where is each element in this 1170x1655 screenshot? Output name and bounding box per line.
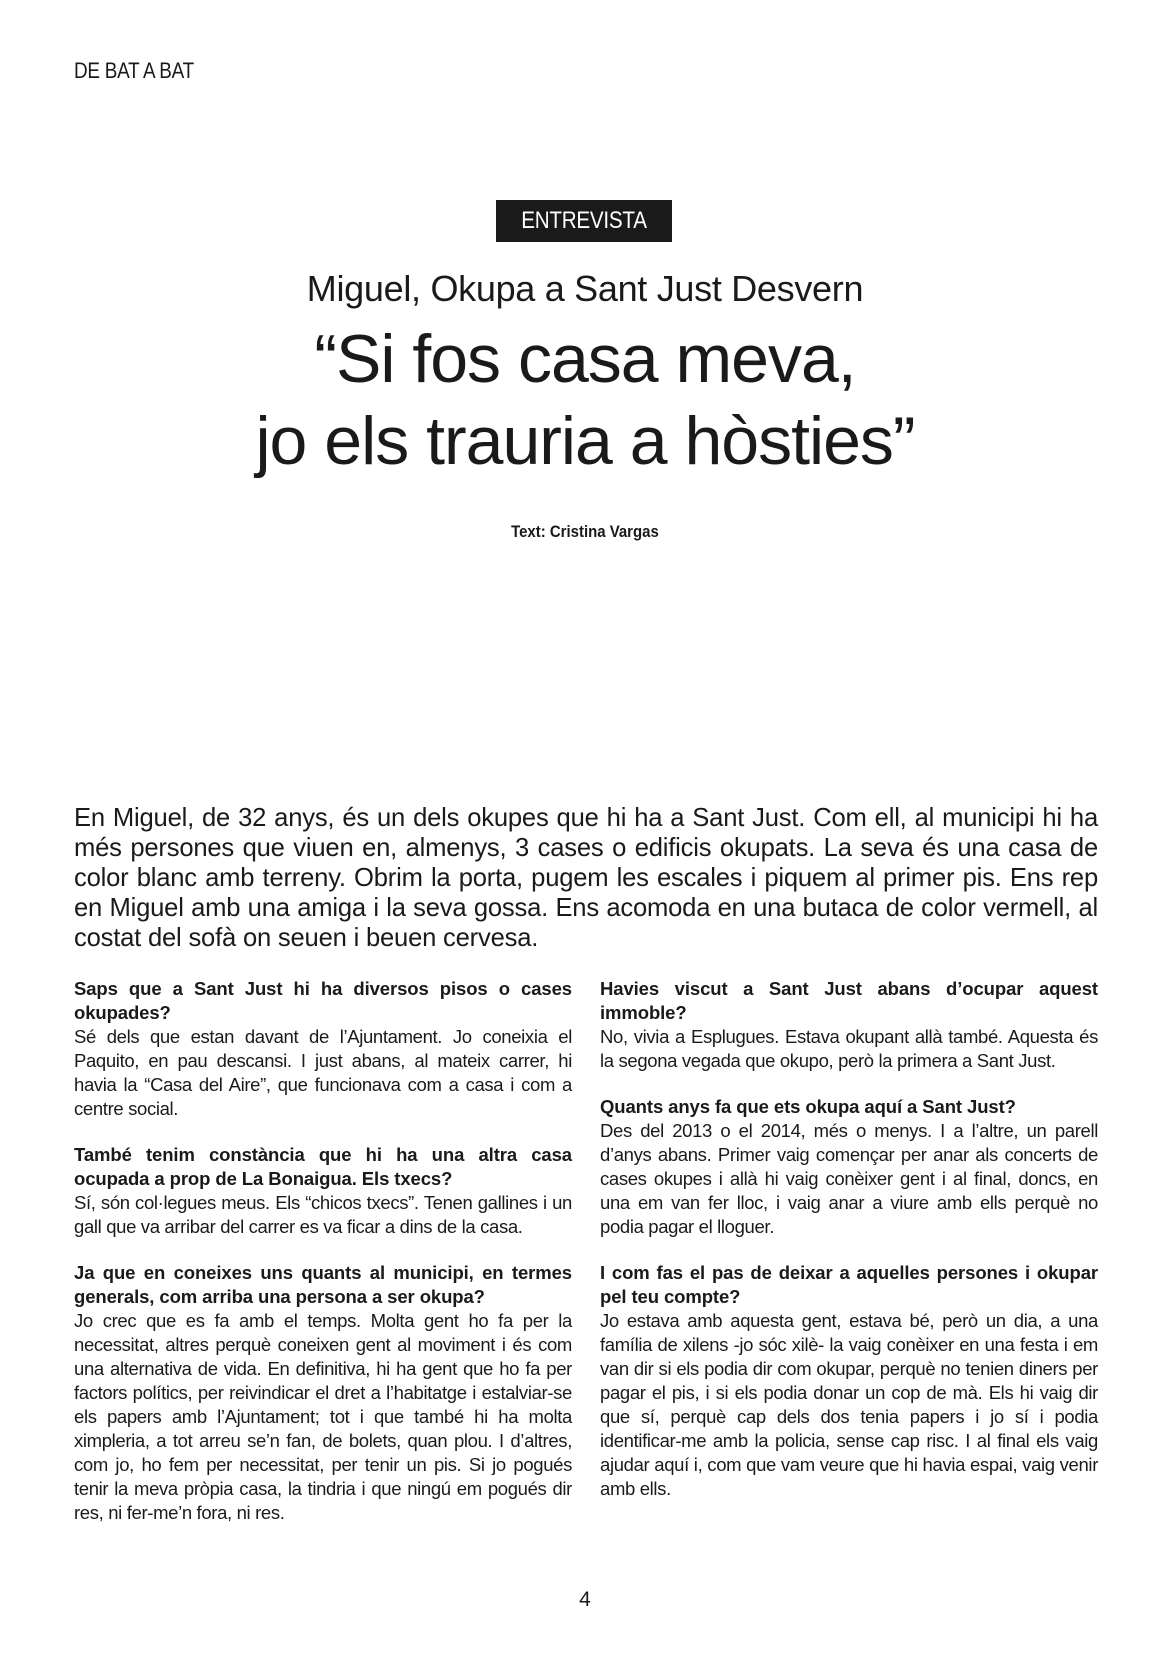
- question: Havies viscut a Sant Just abans d’ocupar aquest immoble?: [600, 978, 1098, 1023]
- left-column: [74, 977, 572, 1547]
- question: Ja que en coneixes uns quants al municipi, en termes generals, com arriba una persona a ser okupa?: [74, 1262, 572, 1307]
- answer: Jo crec que es fa amb el temps. Molta gent ho fa per la necessitat, altres perquè coneixen gent al moviment i és com una alternativa de vida. En definitiva, hi ha gent que ho fa per factors polítics, per reivindicar el dret a l’habitatge i estalviar-se els papers amb l’Ajuntament; tot i que també hi ha molta ximpleria, a tot arreu se’n fan, de bolets, quan plou. I d’altres, com jo, ho fem per necessitat, per tenir un pis. Si jo pogués tenir la meva pròpia casa, la tindria i que ningú em pogués dir res, ni fer-me’n fora, ni res.: [74, 1310, 572, 1523]
- byline-text: Text: Cristina Vargas: [511, 522, 659, 541]
- qa-block: [74, 1261, 572, 1525]
- page-number: 4: [579, 1588, 591, 1611]
- qa-block: [600, 1261, 1098, 1501]
- answer: No, vivia a Esplugues. Estava okupant allà també. Aquesta és la segona vegada que okupo, però la primera a Sant Just.: [600, 1026, 1098, 1071]
- qa-block: [600, 1095, 1098, 1239]
- headline-line-2: jo els trauria a hòsties”: [255, 403, 915, 479]
- qa-block: [74, 977, 572, 1121]
- lead-paragraph: En Miguel, de 32 anys, és un dels okupes que hi ha a Sant Just. Com ell, al municipi hi ha més persones que viuen en, almenys, 3 cases o edificis okupats. La seva és una casa de color blanc amb terreny. Obrim la porta, pugem les escales i piquem al primer pis. Ens rep en Miguel amb una amiga i la seva gossa. Ens acomoda en una butaca de color vermell, al costat del sofà on seuen i beuen cervesa.: [74, 804, 1098, 952]
- qa-block: [600, 977, 1098, 1073]
- question: També tenim constància que hi ha una altra casa ocupada a prop de La Bonaigua. Els txecs?: [74, 1144, 572, 1189]
- article-headline: [0, 318, 1170, 482]
- article-subtitle: Miguel, Okupa a Sant Just Desvern: [306, 268, 864, 309]
- answer: Sí, són col·legues meus. Els “chicos txecs”. Tenen gallines i un gall que va arribar del carrer es va ficar a dins de la casa.: [74, 1192, 572, 1237]
- answer: Jo estava amb aquesta gent, estava bé, però un dia, a una família de xilens -jo sóc xilè- la vaig conèixer en una festa i em van dir si els podia dir com okupar, perquè no tenien diners per pagar el pis, i si els podia donar un cop de mà. Els hi vaig dir que sí, perquè cap dels dos tenia papers i jo sí i podia identificar-me amb la policia, sense cap risc. I al final els vaig ajudar aquí i, com que vam veure que hi havia espai, vaig venir amb ells.: [600, 1310, 1098, 1499]
- byline: [0, 522, 1170, 542]
- right-column: [600, 977, 1098, 1523]
- qa-block: [74, 1143, 572, 1239]
- question: Quants anys fa que ets okupa aquí a Sant Just?: [600, 1096, 1016, 1117]
- answer: Des del 2013 o el 2014, més o menys. I a l’altre, un parell d’anys abans. Primer vaig començar per anar als concerts de cases okupes i allà hi vaig conèixer gent i al final, doncs, en una em van fer lloc, i vaig anar a viure amb ells perquè no podia pagar el lloguer.: [600, 1120, 1098, 1237]
- running-head: DE BAT A BAT: [74, 58, 194, 83]
- section-label: [496, 200, 672, 242]
- answer: Sé dels que estan davant de l’Ajuntament. Jo coneixia el Paquito, en pau descansi. I just abans, al mateix carrer, hi havia la “Casa del Aire”, que funcionava com a casa i com a centre social.: [74, 1026, 572, 1119]
- question: I com fas el pas de deixar a aquelles persones i okupar pel teu compte?: [600, 1262, 1098, 1307]
- question: Saps que a Sant Just hi ha diversos pisos o cases okupades?: [74, 978, 572, 1023]
- headline-line-1: “Si fos casa meva,: [314, 321, 856, 397]
- section-label-text: ENTREVISTA: [521, 207, 647, 234]
